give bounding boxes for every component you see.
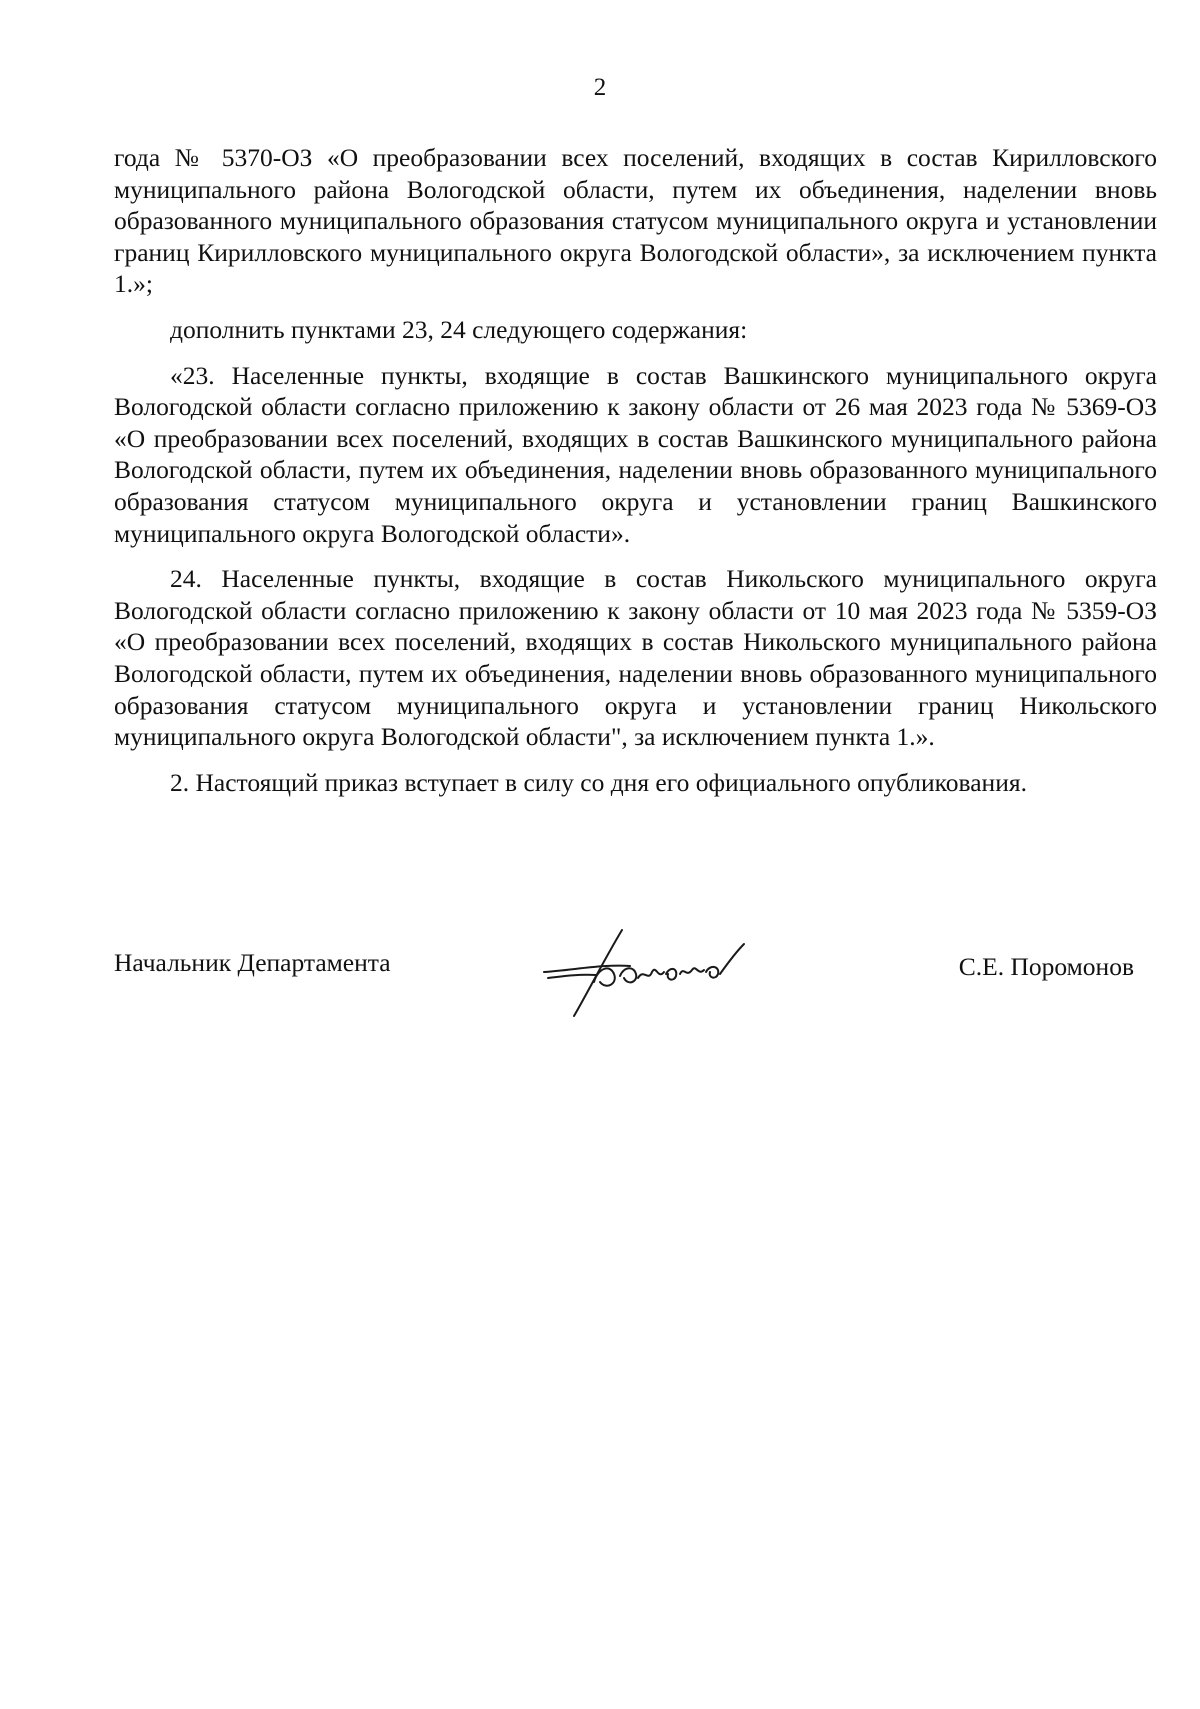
paragraph-item-23-vashki: «23. Населенные пункты, входящие в состав Вашкинского муниципального округа Вологодской области согласно приложению к закону области от 26 мая 2023 года № 5369-ОЗ «О преобразовании всех поселений, входящих в состав Вашкинского муниципального района Вологодской области, путем их объединения, наделении вновь образованного муниципального образования статусом муниципального округа и установлении границ Вашкинского муниципального округа Вологодской области». bbox=[114, 360, 1157, 548]
paragraph-add-items: дополнить пунктами 23, 24 следующего содержания: bbox=[170, 314, 748, 344]
handwritten-signature bbox=[534, 920, 754, 1020]
paragraph-item-24-nikolsk: 24. Населенные пункты, входящие в состав Никольского муниципального округа Вологодской области согласно приложению к закону области от 10 мая 2023 года № 5359-ОЗ «О преобразовании всех поселений, входящих в состав Никольского муниципального района Вологодской области, путем их объединения, наделении вновь образованного муниципального образования статусом муниципального округа и установлении границ Никольского муниципального округа Вологодской области", за исключением пункта 1.». bbox=[114, 564, 1157, 752]
paragraph-effective-date: 2. Настоящий приказ вступает в силу со дня его официального опубликования. bbox=[170, 767, 1027, 797]
signatory-position: Начальник Департамента bbox=[114, 948, 391, 977]
document-body bbox=[114, 142, 1157, 812]
page-number: 2 bbox=[593, 74, 607, 101]
signatory-name: С.Е. Поромонов bbox=[958, 952, 1134, 981]
signature-block bbox=[114, 930, 1134, 1010]
paragraph-continuation-kirillov: года № 5370-ОЗ «О преобразовании всех поселений, входящих в состав Кирилловского муниципального района Вологодской области, путем их объединения, наделении вновь образованного муниципального образования статусом муниципального округа и установлении границ Кирилловского муниципального округа Вологодской области», за исключением пункта 1.»; bbox=[114, 143, 1157, 299]
